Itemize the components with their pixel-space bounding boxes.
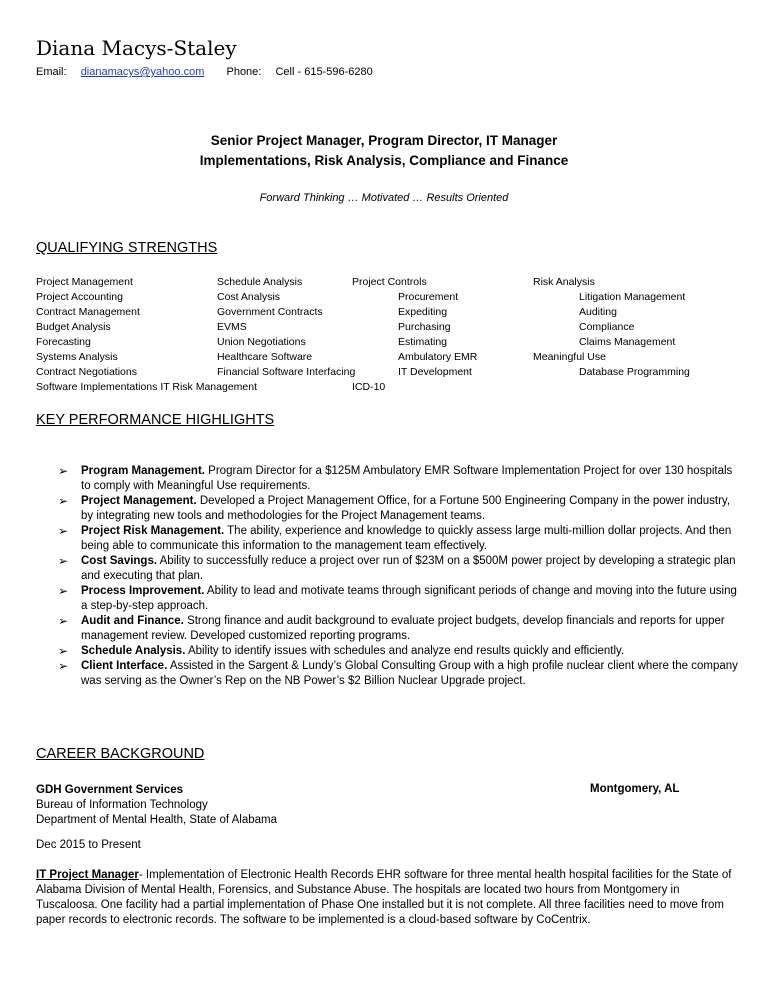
skill-item: Financial Software Interfacing — [217, 366, 356, 378]
phone-number: Cell - 615-596-6280 — [275, 66, 373, 78]
arrow-bullet-icon: ➢ — [58, 644, 69, 658]
skill-item: Meaningful Use — [533, 351, 606, 363]
tagline: Forward Thinking … Motivated … Results Oriented — [259, 192, 509, 204]
highlight-item: ➢ Project Management. Developed a Project Management Office, for a Fortune 500 Engineering Company in the power industry, by integrating new tools and methodologies for the Project Management teams. — [58, 494, 731, 522]
employer-location: Montgomery, AL — [590, 783, 680, 795]
skill-item: Schedule Analysis — [217, 276, 303, 288]
skill-item: Purchasing — [398, 321, 451, 333]
arrow-bullet-icon: ➢ — [58, 524, 69, 538]
arrow-bullet-icon: ➢ — [58, 464, 69, 478]
employment-dates: Dec 2015 to Present — [36, 839, 141, 851]
key-highlights-heading: KEY PERFORMANCE HIGHLIGHTS — [36, 412, 275, 428]
arrow-bullet-icon: ➢ — [58, 614, 69, 628]
job-description — [36, 868, 736, 928]
skill-item: Procurement — [398, 291, 459, 303]
phone-label: Phone: — [226, 66, 262, 78]
skill-item: Estimating — [398, 336, 448, 348]
department-line: Department of Mental Health, State of Alabama — [36, 814, 277, 826]
skill-item: Healthcare Software — [217, 351, 313, 363]
highlight-item: ➢ Client Interface. Assisted in the Sargent & Lundy’s Global Consulting Group with a high profile nuclear client where the company was serving as the Owner’s Rep on the NB Power’s $2 Billion Nuclear Upgrade project. — [58, 659, 738, 687]
skill-item: Project Management — [36, 276, 133, 288]
skills-row — [0, 306, 768, 321]
skill-item: Litigation Management — [579, 291, 686, 303]
arrow-bullet-icon: ➢ — [58, 659, 69, 673]
skill-item: Database Programming — [579, 366, 690, 378]
highlight-item: ➢ Audit and Finance. Strong finance and audit background to evaluate project budgets, develop financials and reports for upper management review. Developed customized reporting programs. — [58, 614, 725, 642]
skill-item: Risk Analysis — [533, 276, 595, 288]
qualifying-strengths-heading: QUALIFYING STRENGTHS — [36, 240, 218, 256]
career-background-heading: CAREER BACKGROUND — [36, 746, 205, 762]
email-label: Email: — [36, 66, 67, 78]
skill-item: Union Negotiations — [217, 336, 306, 348]
department-line: Bureau of Information Technology — [36, 799, 208, 811]
skill-item: Cost Analysis — [217, 291, 281, 303]
skill-item: Ambulatory EMR — [398, 351, 478, 363]
skill-item: Government Contracts — [217, 306, 323, 318]
skill-item: Forecasting — [36, 336, 91, 348]
skill-item: Auditing — [579, 306, 617, 318]
skills-row — [0, 291, 768, 306]
skill-item: Contract Management — [36, 306, 140, 318]
skills-row — [0, 336, 768, 351]
skill-item: IT Development — [398, 366, 472, 378]
highlight-item: ➢ Program Management. Program Director for a $125M Ambulatory EMR Software Implementation Project for over 130 hospitals to comply with Meaningful Use requirements. — [58, 464, 733, 492]
headline-line-1: Senior Project Manager, Program Director, IT Manager — [210, 133, 558, 148]
employer-name: GDH Government Services — [36, 784, 184, 796]
skill-item: Software Implementations IT Risk Management — [36, 381, 258, 393]
skill-item: Project Accounting — [36, 291, 123, 303]
skills-row — [0, 381, 768, 396]
arrow-bullet-icon: ➢ — [58, 494, 69, 508]
skill-item: Expediting — [398, 306, 448, 318]
skill-item: Compliance — [579, 321, 635, 333]
skill-item: Contract Negotiations — [36, 366, 137, 378]
skills-row — [0, 276, 768, 291]
highlight-item: ➢ Process Improvement. Ability to lead and motivate teams through significant periods of change and moving into the future using a step-by-step approach. — [58, 584, 737, 612]
highlights-list — [58, 464, 738, 689]
skill-item: Claims Management — [579, 336, 676, 348]
skills-row — [0, 366, 768, 381]
arrow-bullet-icon: ➢ — [58, 584, 69, 598]
skill-item: Project Controls — [352, 276, 427, 288]
skills-grid — [0, 276, 768, 401]
skill-item: Budget Analysis — [36, 321, 111, 333]
email-link[interactable]: dianamacys@yahoo.com — [80, 66, 205, 78]
arrow-bullet-icon: ➢ — [58, 554, 69, 568]
skills-row — [0, 321, 768, 336]
contact-line — [36, 66, 373, 78]
job-title: IT Project Manager — [36, 869, 139, 881]
highlight-item: ➢ Schedule Analysis. Ability to identify issues with schedules and analyze end results quickly and efficiently. — [58, 644, 625, 658]
headline-line-2: Implementations, Risk Analysis, Compliance and Finance — [199, 153, 569, 168]
skill-item: EVMS — [217, 321, 247, 333]
candidate-name: Diana Macys-Staley — [36, 36, 237, 60]
skills-row — [0, 351, 768, 366]
highlight-item: ➢ Cost Savings. Ability to successfully reduce a project over run of $23M on a $500M power project by developing a strategic plan and executing that plan. — [58, 554, 736, 582]
job-description-text: - Implementation of Electronic Health Records EHR software for three mental health hospital facilities for the State of Alabama Division of Mental Health, Forensics, and Substance Abuse. The hospitals are located two hours from Montgomery in Tuscaloosa. One facility had a partial implementation of Phase One installed but it is not complete. All three facilities need to move from paper records to electronic records. The software to be implemented is a cloud-based software by CoCentrix. — [36, 869, 732, 926]
skill-item: ICD-10 — [352, 381, 386, 393]
skill-item: Systems Analysis — [36, 351, 118, 363]
highlight-item: ➢ Project Risk Management. The ability, experience and knowledge to quickly assess large multi-million dollar projects. And then being able to communicate this information to the management team effectively. — [58, 524, 732, 552]
